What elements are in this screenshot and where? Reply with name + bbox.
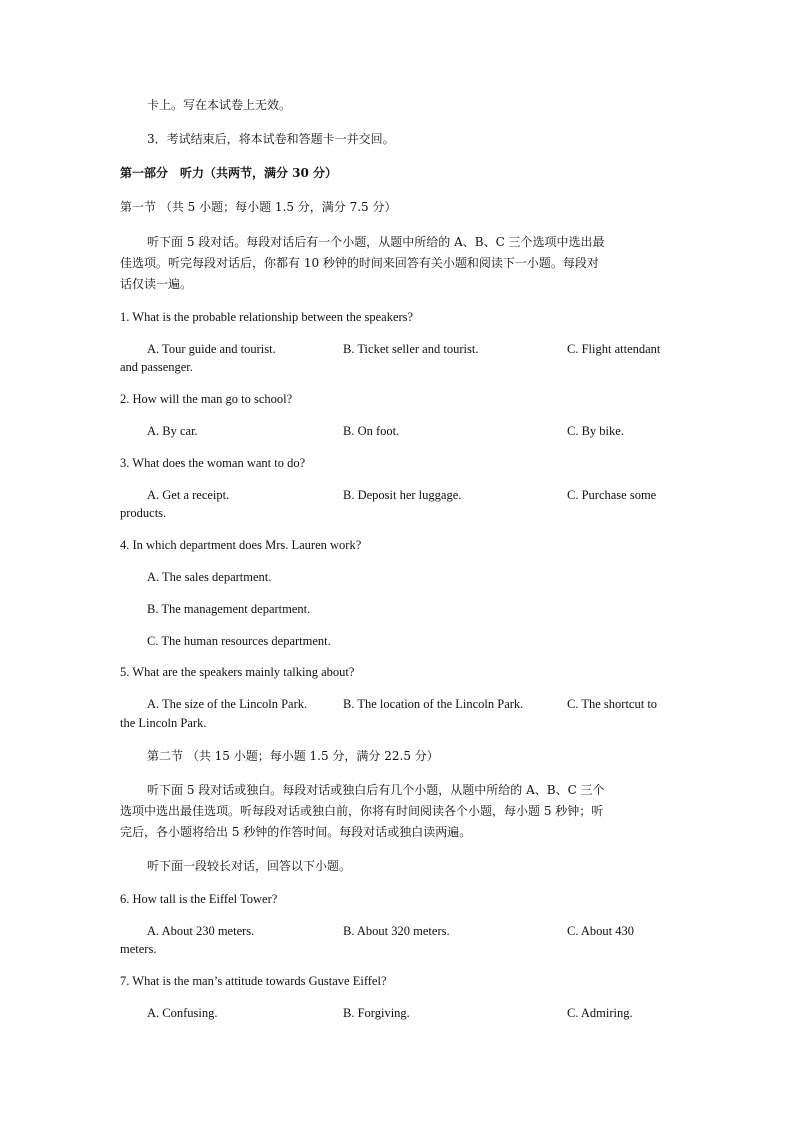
question-1-option-a: A. Tour guide and tourist.	[147, 342, 276, 356]
question-5-option-b: B. The location of the Lincoln Park.	[343, 697, 524, 711]
question-5-stem: 5. What are the speakers mainly talking about?	[120, 665, 355, 679]
section1-instruction-line-1: 听下面 5 段对话。每段对话后有一个小题，从题中所给的 A、B、C 三个选项中选出最	[147, 235, 605, 249]
section2-instruction-line-3: 完后，各小题将给出 5 秒钟的作答时间。每段对话或独白读两遍。	[120, 825, 472, 839]
question-2-stem: 2. How will the man go to school?	[120, 392, 293, 406]
intro-line-1: 卡上。写在本试卷上无效。	[147, 98, 292, 112]
question-6-option-a: A. About 230 meters.	[147, 924, 255, 938]
question-2-option-b: B. On foot.	[343, 424, 400, 438]
section2-dialog-note: 听下面一段较长对话，回答以下小题。	[147, 859, 352, 873]
question-7-option-b: B. Forgiving.	[343, 1006, 410, 1020]
question-5-option-a: A. The size of the Lincoln Park.	[147, 697, 308, 711]
question-2-option-c: C. By bike.	[567, 424, 624, 438]
question-4-option-c: C. The human resources department.	[147, 634, 331, 648]
question-3-option-c: C. Purchase some	[567, 488, 657, 502]
question-3-option-a: A. Get a receipt.	[147, 488, 230, 502]
question-3-option-b: B. Deposit her luggage.	[343, 488, 462, 502]
section2-heading: 第二节 （共 15 小题；每小题 1.5 分，满分 22.5 分）	[147, 749, 439, 763]
section2-instruction-line-2: 选项中选出最佳选项。听每段对话或独白前，你将有时间阅读各个小题，每小题 5 秒钟；听	[120, 804, 604, 818]
question-6-option-c-continued: meters.	[120, 942, 157, 956]
question-4-option-a: A. The sales department.	[147, 570, 272, 584]
question-5-option-c-continued: the Lincoln Park.	[120, 716, 207, 730]
question-2-option-a: A. By car.	[147, 424, 198, 438]
question-4-stem: 4. In which department does Mrs. Lauren work?	[120, 538, 362, 552]
question-1-option-b: B. Ticket seller and tourist.	[343, 342, 479, 356]
question-7-stem: 7. What is the man’s attitude towards Gustave Eiffel?	[120, 974, 387, 988]
section2-instruction-line-1: 听下面 5 段对话或独白。每段对话或独白后有几个小题，从题中所给的 A、B、C 三个	[147, 783, 605, 797]
question-1-option-c: C. Flight attendant	[567, 342, 661, 356]
question-5-option-c: C. The shortcut to	[567, 697, 658, 711]
question-6-option-b: B. About 320 meters.	[343, 924, 450, 938]
question-3-stem: 3. What does the woman want to do?	[120, 456, 306, 470]
question-3-option-c-continued: products.	[120, 506, 167, 520]
intro-line-2: 3．考试结束后，将本试卷和答题卡一并交回。	[147, 132, 395, 146]
question-7-option-c: C. Admiring.	[567, 1006, 633, 1020]
section1-heading: 第一节 （共 5 小题；每小题 1.5 分，满分 7.5 分）	[120, 200, 397, 214]
section1-instruction-line-2: 佳选项。听完每段对话后，你都有 10 秒钟的时间来回答有关小题和阅读下一小题。每段对	[120, 256, 599, 270]
question-1-stem: 1. What is the probable relationship between the speakers?	[120, 310, 414, 324]
question-1-option-c-continued: and passenger.	[120, 360, 193, 374]
section1-instruction-line-3: 话仅读一遍。	[120, 277, 193, 291]
question-4-option-b: B. The management department.	[147, 602, 311, 616]
part1-title: 第一部分 听力（共两节，满分 30 分）	[120, 166, 338, 180]
question-6-option-c: C. About 430	[567, 924, 635, 938]
question-6-stem: 6. How tall is the Eiffel Tower?	[120, 892, 278, 906]
question-7-option-a: A. Confusing.	[147, 1006, 218, 1020]
